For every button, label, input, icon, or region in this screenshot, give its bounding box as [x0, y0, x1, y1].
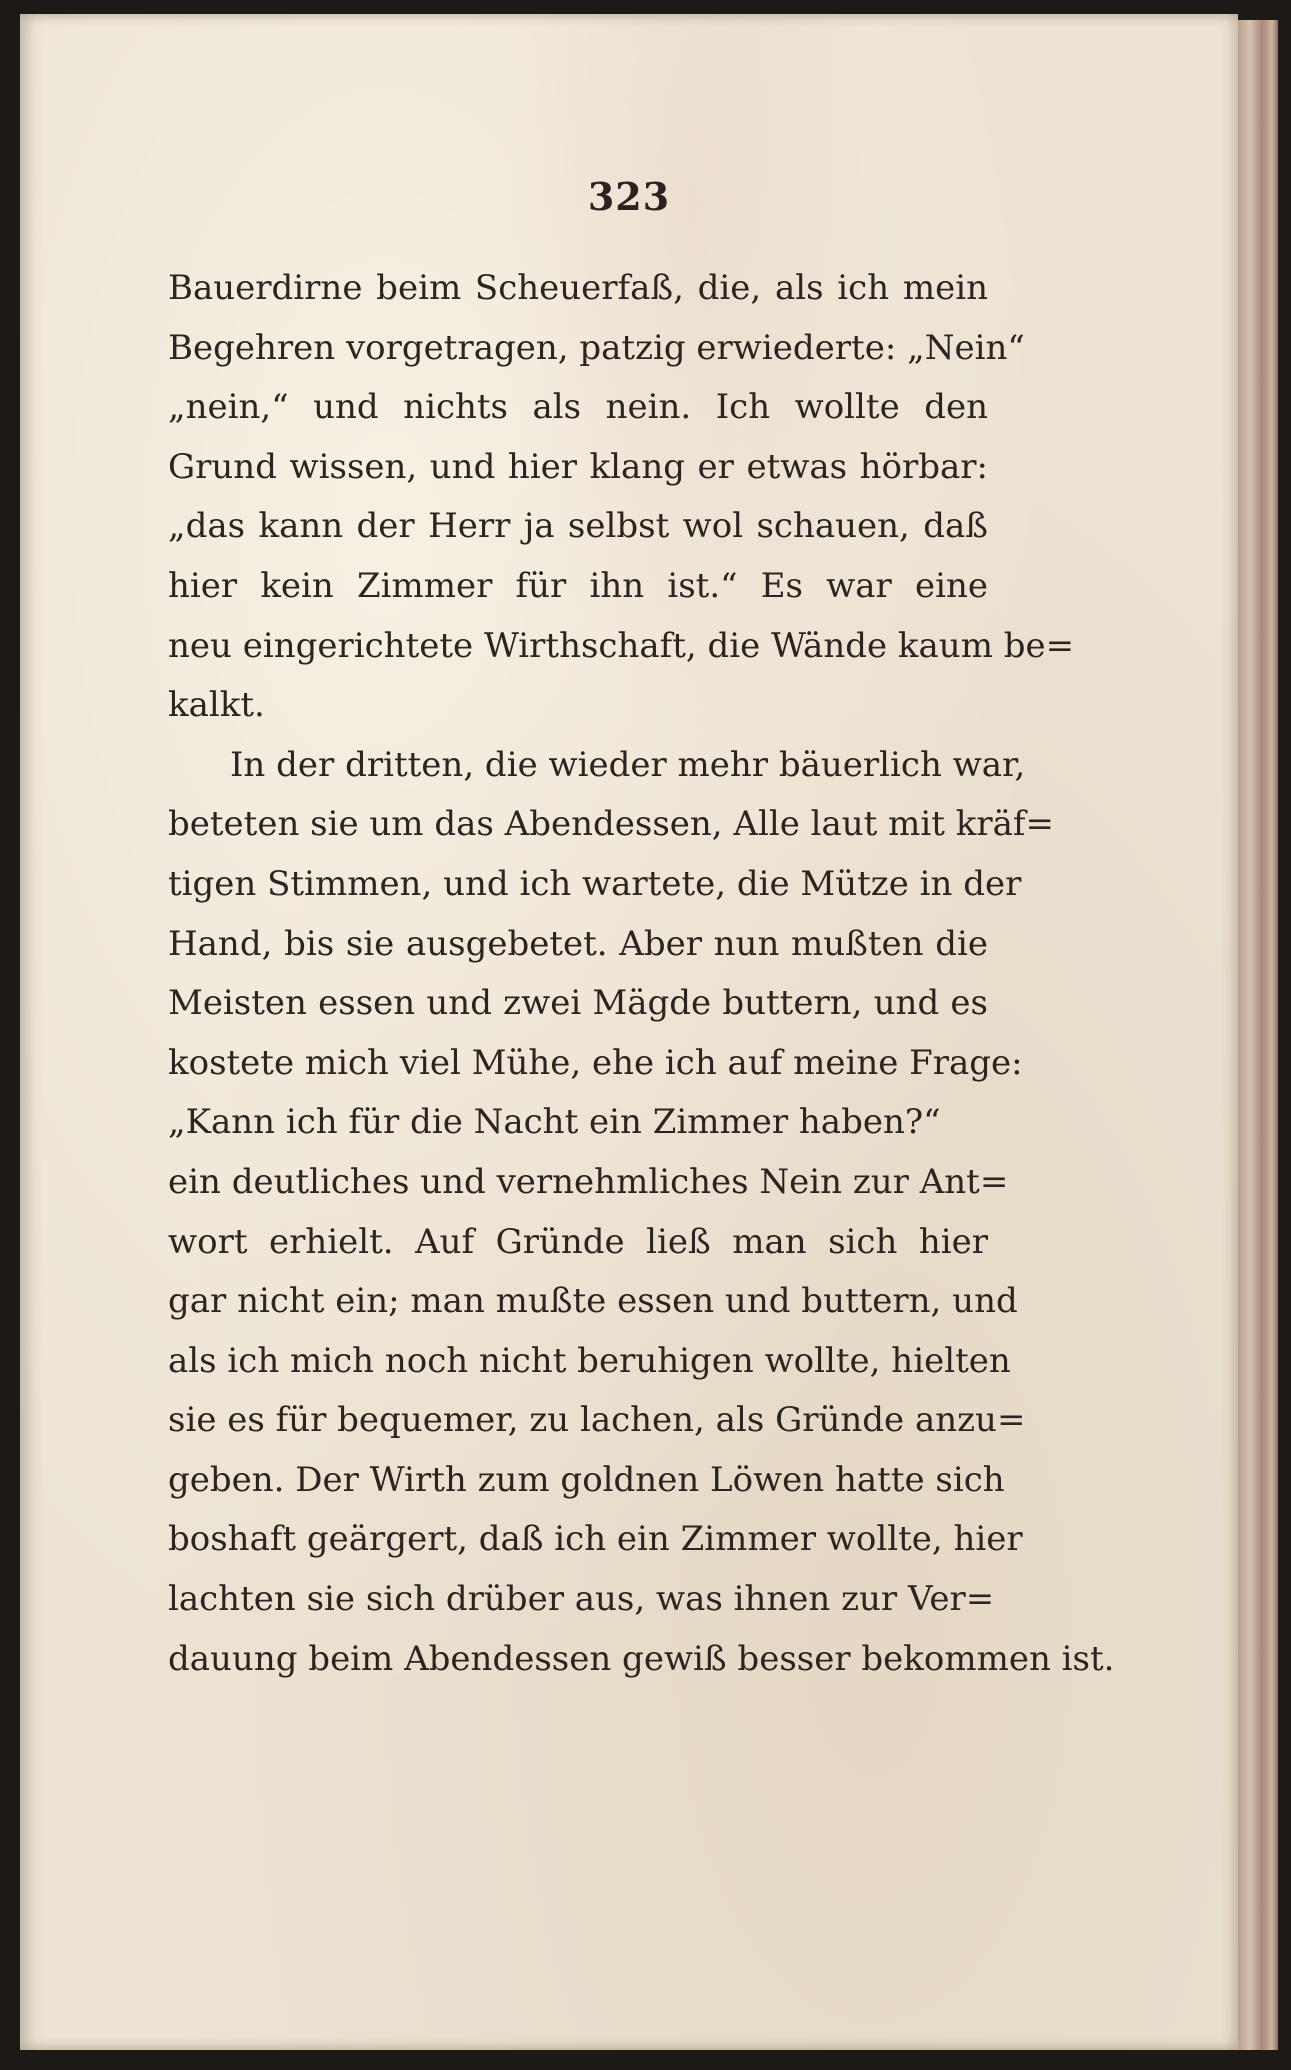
text-line: gar nicht ein; man mußte essen und buttern, und — [168, 1281, 1018, 1322]
paragraph-end-line: kalkt. — [168, 685, 265, 726]
book-page-edges — [1238, 20, 1278, 2050]
text-line: beteten sie um das Abendessen, Alle laut mit kräf= — [168, 804, 1054, 845]
text-line: boshaft geärgert, daß ich ein Zimmer wollte, hier — [168, 1519, 1023, 1560]
text-line: Bauerdirne beim Scheuerfaß, die, als ich mein — [168, 268, 988, 308]
body-text — [168, 259, 1115, 1689]
text-line: Hand, bis sie ausgebetet. Aber nun mußten die — [168, 923, 988, 964]
text-line: hier kein Zimmer für ihn ist.“ Es war eine — [168, 565, 988, 606]
paragraph-start-line: In der dritten, die wieder mehr bäuerlich war, — [230, 744, 1026, 785]
text-line: geben. Der Wirth zum goldnen Löwen hatte sich — [168, 1459, 1005, 1500]
text-line: Meisten essen und zwei Mägde buttern, und es — [168, 983, 988, 1024]
text-line: sie es für bequemer, zu lachen, als Gründe anzu= — [168, 1400, 1026, 1441]
text-line: Grund wissen, und hier klang er etwas hörbar: — [168, 446, 988, 487]
page-number: 323 — [587, 174, 671, 219]
text-line: Begehren vorgetragen, patzig erwiederte: „Nein“ — [168, 327, 1025, 368]
text-line: „nein,“ und nichts als nein. Ich wollte den — [168, 387, 988, 428]
text-line: „Kann ich für die Nacht ein Zimmer haben?“ — [168, 1102, 941, 1143]
text-line: kostete mich viel Mühe, ehe ich auf meine Frage: — [168, 1042, 1023, 1083]
text-line: ein deutliches und vernehmliches Nein zur Ant= — [168, 1161, 1009, 1202]
text-line: tigen Stimmen, und ich wartete, die Mütze in der — [168, 863, 1022, 904]
text-line: dauung beim Abendessen gewiß besser bekommen ist. — [168, 1638, 1115, 1679]
text-line: als ich mich noch nicht beruhigen wollte, hielten — [168, 1340, 1011, 1381]
text-line: neu eingerichtete Wirthschaft, die Wände kaum be= — [168, 625, 1075, 666]
text-line: lachten sie sich drüber aus, was ihnen zur Ver= — [168, 1579, 995, 1620]
book-page — [20, 14, 1238, 2050]
text-line: „das kann der Herr ja selbst wol schauen, daß — [168, 506, 988, 547]
text-line: wort erhielt. Auf Gründe ließ man sich hier — [168, 1221, 988, 1262]
